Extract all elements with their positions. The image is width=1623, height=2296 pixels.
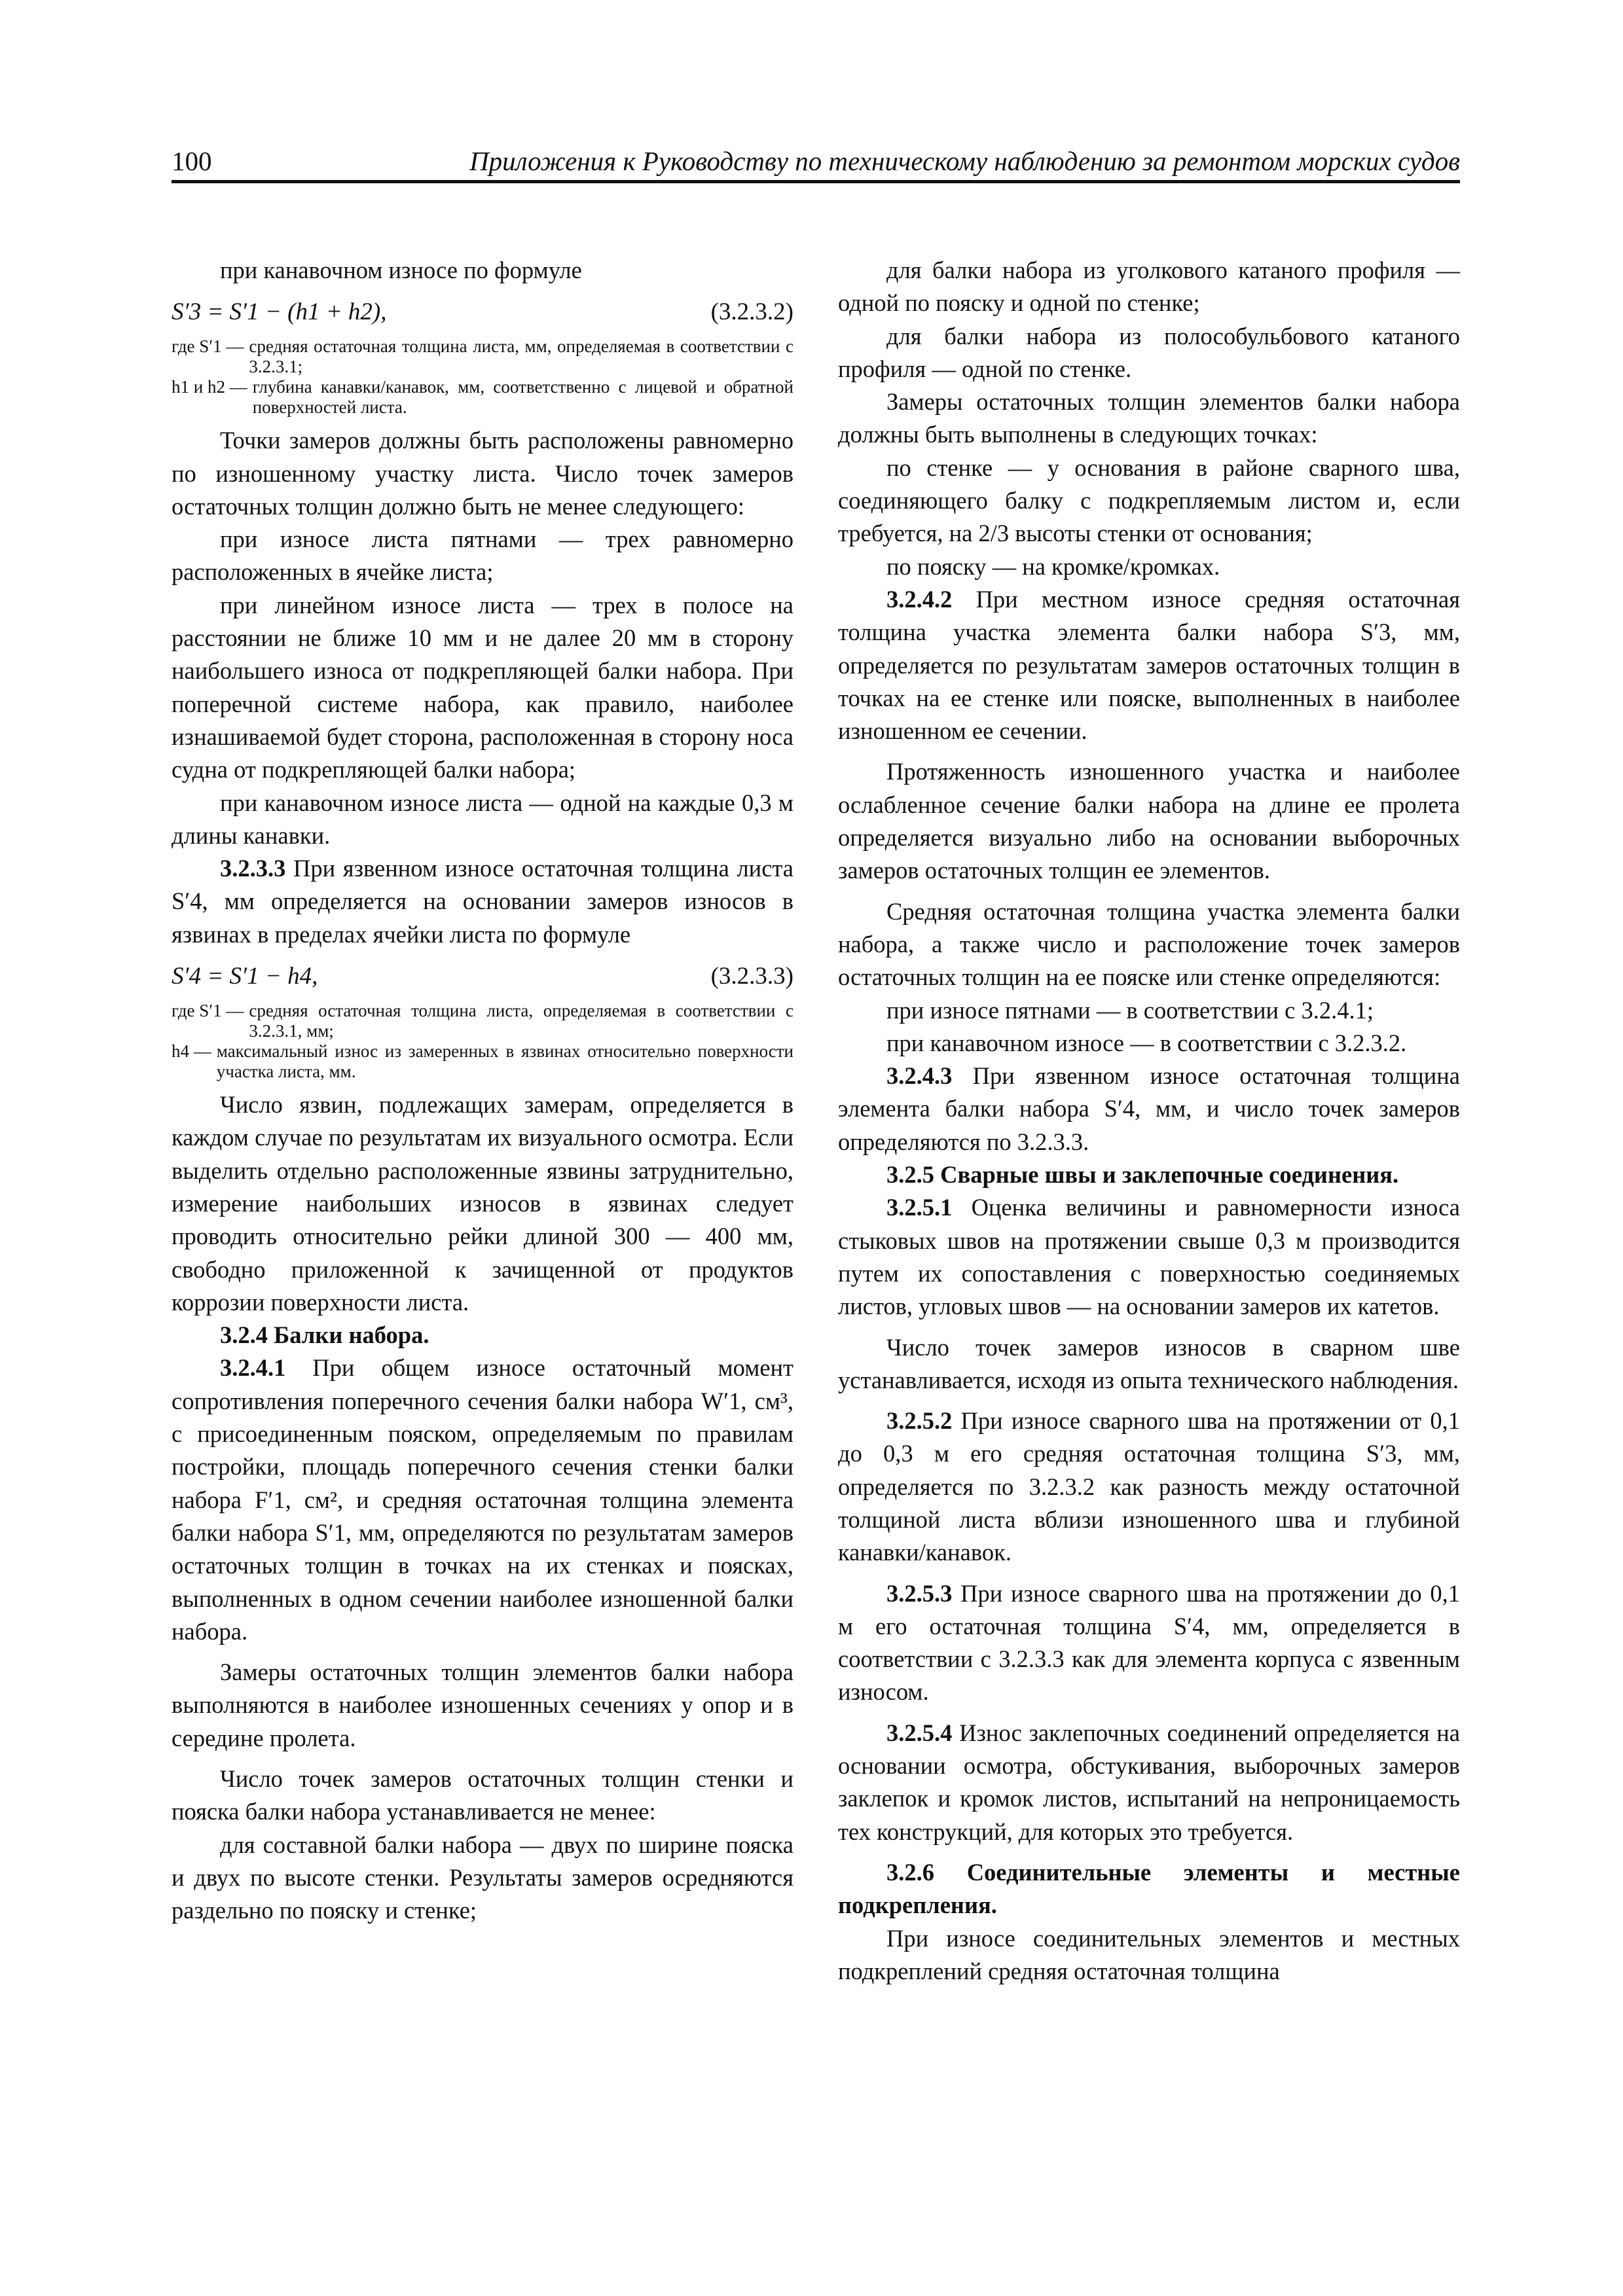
header-rule xyxy=(172,180,1460,183)
section-heading: 3.2.5 Сварные швы и заклепочные соединения. xyxy=(886,1161,1399,1189)
running-title: Приложения к Руководству по техническому наблюдению за ремонтом морских судов xyxy=(469,146,1460,176)
paragraph: для балки набора из уголкового катаного профиля — одной по пояску и одной по стенке; xyxy=(838,257,1460,317)
where-list xyxy=(172,1001,793,1082)
paragraph: Точки замеров должны быть расположены равномерно по изношенному участку листа. Число точек замеров остаточных толщин должно быть не менее следующего: xyxy=(172,427,793,520)
paragraph xyxy=(838,583,1460,747)
paragraph: при износе листа пятнами — трех равномерно расположенных в ячейке листа; xyxy=(172,526,793,586)
paragraph: Число язвин, подлежащих замерам, определяется в каждом случае по результатам их визуального осмотра. Если выделить отдельно расположенные язвины затруднительно, измерение наибольших износов в язвинах следует проводить относительно рейки длиной 300 — 400 мм, свободно приложенной к зачищенной от продуктов коррозии поверхности листа. xyxy=(172,1091,793,1316)
paragraph: Замеры остаточных толщин элементов балки набора должны быть выполнены в следующих точках: xyxy=(838,388,1460,448)
paragraph xyxy=(172,1352,793,1648)
clause-text: При износе сварного шва на протяжении от 0,1 до 0,3 м его средняя остаточная толщина S′3, мм, определяется по 3.2.3.2 как разность между остаточной толщиной листа вблизи изношенного шва и глубиной канавки/канавок. xyxy=(838,1407,1460,1566)
paragraph: при канавочном износе — в соответствии с 3.2.3.2. xyxy=(886,1029,1407,1056)
paragraph xyxy=(838,1191,1460,1323)
paragraph: при износе пятнами — в соответствии с 3.2.4.1; xyxy=(886,996,1374,1024)
clause-text: При язвенном износе остаточная толщина элемента балки набора S′4, мм, и число точек замеров определяются по 3.2.3.3. xyxy=(838,1062,1461,1155)
clause-text: При язвенном износе остаточная толщина листа S′4, мм определяется на основании замеров износов в язвинах в пределах ячейки листа по формуле xyxy=(172,855,793,948)
paragraph xyxy=(838,1717,1460,1848)
paragraph xyxy=(172,852,793,951)
left-column xyxy=(172,254,793,1927)
where-definition: средняя остаточная толщина листа, мм, определяемая в соответствии с 3.2.3.1; xyxy=(249,336,793,377)
clause-number: 3.2.4.2 xyxy=(886,585,953,613)
clause-text: При общем износе остаточный момент сопротивления поперечного сечения балки набора W′1, см³, с присоединенным пояском, определяемым по правилам постройки, площадь поперечного сечения стенки балки набора F′1, см², и средняя остаточная толщина элемента балки набора S′1, мм, определяются по результатам замеров остаточных толщин в точках на их стенках и поясках, выполненных в одном сечении наиболее изношенной балки набора. xyxy=(172,1354,793,1645)
paragraph: Число точек замеров износов в сварном шве устанавливается, исходя из опыта технического наблюдения. xyxy=(838,1333,1460,1393)
paragraph: Протяженность изношенного участка и наиболее ослабленное сечение балки набора на длине ее пролета определяется визуально либо на основании выборочных замеров остаточных толщин ее элементов. xyxy=(838,758,1460,884)
clause-number: 3.2.3.3 xyxy=(220,855,286,882)
paragraph: для балки набора из полособульбового катаного профиля — одной по стенке. xyxy=(838,322,1460,382)
clause-number: 3.2.5.3 xyxy=(886,1579,953,1607)
clause-number: 3.2.4.3 xyxy=(886,1062,953,1090)
clause-number: 3.2.5.1 xyxy=(886,1194,953,1221)
where-item xyxy=(172,1041,793,1082)
paragraph: Средняя остаточная толщина участка элемента балки набора, а также число и расположение точек замеров остаточных толщин на ее пояске или стенке определяются: xyxy=(838,897,1460,991)
formula-3-2-3-3 xyxy=(172,960,793,993)
formula-3-2-3-2 xyxy=(172,296,793,329)
paragraph xyxy=(838,1405,1460,1569)
clause-text: При износе сварного шва на протяжении до 0,1 м его остаточная толщина S′4, мм, определяется в соответствии с 3.2.3.3 как для элемента корпуса с язвенным износом. xyxy=(838,1579,1461,1706)
where-item xyxy=(172,377,793,418)
clause-text: При местном износе средняя остаточная толщина участка элемента балки набора S′3, мм, определяется по результатам замеров остаточных толщин в точках на ее стенке или пояске, выполненных в наиболее изношенном ее сечении. xyxy=(838,585,1460,745)
where-item xyxy=(172,1001,793,1041)
where-list xyxy=(172,336,793,418)
clause-number: 3.2.4.1 xyxy=(220,1354,286,1382)
section-heading: 3.2.4 Балки набора. xyxy=(220,1321,429,1349)
paragraph: при канавочном износе листа — одной на каждые 0,3 м длины канавки. xyxy=(172,789,793,849)
paragraph: по стенке — у основания в районе сварного шва, соединяющего балку с подкрепляемым листом и, если требуется, на 2/3 высоты стенки от основания; xyxy=(838,454,1460,547)
section-heading: 3.2.6 Соединительные элементы и местные подкрепления. xyxy=(838,1858,1460,1919)
paragraph: при линейном износе листа — трех в полосе на расстоянии не ближе 10 мм и не далее 20 мм в сторону наибольшего износа от подкрепляющей балки набора. При поперечной системе набора, как правило, наиболее изнашиваемой будет сторона, расположенная в сторону носа судна от подкрепляющей балки набора; xyxy=(172,591,793,783)
clause-text: Оценка величины и равномерности износа стыковых швов на протяжении свыше 0,3 м производится путем их сопоставления с поверхностью соединяемых листов, угловых швов — на основании замеров их катетов. xyxy=(838,1194,1460,1320)
paragraph xyxy=(838,1577,1460,1709)
page-header xyxy=(172,143,1460,179)
page-number: 100 xyxy=(172,146,212,176)
formula-expression: S′4 = S′1 − h4, xyxy=(172,963,318,990)
paragraph: Число точек замеров остаточных толщин стенки и пояска балки набора устанавливается не менее: xyxy=(172,1765,793,1825)
paragraph: при канавочном износе по формуле xyxy=(220,257,582,283)
formula-number: (3.2.3.2) xyxy=(710,298,793,326)
formula-expression: S′3 = S′1 − (h1 + h2), xyxy=(172,298,387,326)
right-column xyxy=(838,254,1460,1988)
paragraph: для составной балки набора — двух по ширине пояска и двух по высоте стенки. Результаты замеров осредняются раздельно по пояску и стенке; xyxy=(172,1831,793,1924)
clause-number: 3.2.5.2 xyxy=(886,1407,953,1435)
where-term: h1 и h2 — xyxy=(172,377,247,397)
where-definition: глубина канавки/канавок, мм, соответственно с лицевой и обратной поверхностей листа. xyxy=(252,377,793,418)
where-item xyxy=(172,336,793,377)
paragraph xyxy=(838,1060,1460,1158)
where-term: h4 — xyxy=(172,1041,211,1062)
clause-number: 3.2.5.4 xyxy=(886,1719,953,1746)
where-term: где S′1 — xyxy=(172,336,244,357)
paragraph: При износе соединительных элементов и местных подкреплений средняя остаточная толщина xyxy=(838,1924,1460,1984)
clause-text: Износ заклепочных соединений определяется на основании осмотра, обстукивания, выборочных замеров заклепок и кромок листов, испытаний на непроницаемость тех конструкций, для которых это требуется. xyxy=(838,1719,1461,1845)
formula-number: (3.2.3.3) xyxy=(710,963,793,990)
where-term: где S′1 — xyxy=(172,1001,244,1021)
where-definition: максимальный износ из замеренных в язвинах относительно поверхности участка листа, мм. xyxy=(216,1041,793,1082)
paragraph: по пояску — на кромке/кромках. xyxy=(886,552,1220,580)
paragraph: Замеры остаточных толщин элементов балки набора выполняются в наиболее изношенных сечениях у опор и в середине пролета. xyxy=(172,1659,793,1751)
where-definition: средняя остаточная толщина листа, определяемая в соответствии с 3.2.3.1, мм; xyxy=(249,1001,793,1041)
